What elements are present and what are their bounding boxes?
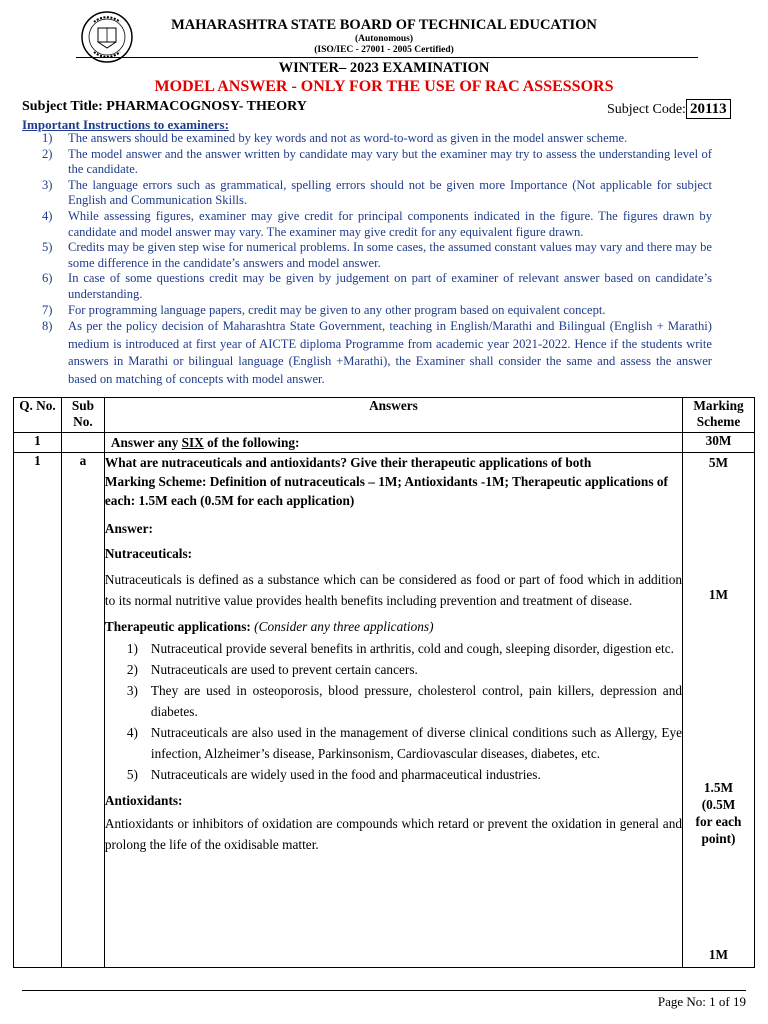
instruction-item: 4) While assessing figures, examiner may give credit for principal components indicated in the figure. The figures drawn by candidate and model answer may vary. The examiner may give credit for any equivalent figure drawn. <box>42 208 712 239</box>
list-item: 5) Nutraceuticals are widely used in the food and pharmaceutical industries. <box>126 767 541 782</box>
exam-title: WINTER– 2023 EXAMINATION <box>278 60 490 76</box>
header-divider <box>76 57 698 58</box>
section-instruction: Answer any SIX of the following: <box>104 433 682 453</box>
autonomous-label: (Autonomous) <box>354 34 414 44</box>
page-number: Page No: 1 of 19 <box>657 994 746 1009</box>
answer-cell <box>104 453 682 968</box>
antioxidants-marks: 1M <box>708 947 729 962</box>
table-header-row <box>14 398 755 433</box>
nutraceuticals-heading: Nutraceuticals: <box>104 546 193 561</box>
subject-title-value: PHARMACOGNOSY- THEORY <box>106 99 307 114</box>
nutraceuticals-definition: Nutraceuticals is defined as a substance which can be considered as food or part of food which in addition to its normal nutritive value provides health benefits including prevention and treatment of disease. <box>104 572 682 608</box>
list-item: 1) Nutraceutical provide several benefits in arthritis, cold and cough, sleeping disorder, digestion etc. <box>126 641 674 656</box>
model-answer-title: MODEL ANSWER - ONLY FOR THE USE OF RAC ASSESSORS <box>154 78 614 95</box>
board-name: MAHARASHTRA STATE BOARD OF TECHNICAL EDUCATION <box>171 17 597 33</box>
subject-code-value: 20113 <box>686 99 731 119</box>
subject-title-label: Subject Title: <box>22 99 103 114</box>
instruction-item: 8) As per the policy decision of Maharashtra State Government, teaching in English/Marathi and Bilingual (English + Marathi) medium is introduced at first year of AICTE diploma Programme from academic year 2021-2022. Hence if the students write answers in Marathi or bilingual language (English +Marathi), the Examiner shall consider the same and assess the answer based on matching of concepts with model answer. <box>42 319 712 386</box>
antioxidants-definition: Antioxidants or inhibitors of oxidation are compounds which retard or prevent the oxidation in general and prolong the life of the oxidisable matter. <box>104 816 682 852</box>
question-row <box>14 453 755 968</box>
list-item: 3) They are used in osteoporosis, blood pressure, cholesterol control, pain killers, depression and diabetes. <box>126 683 682 719</box>
question-text: What are nutraceuticals and antioxidants? Give their therapeutic applications of both <box>104 455 592 470</box>
answer-label: Answer: <box>104 521 153 536</box>
section-row <box>14 433 755 453</box>
applications-list <box>105 638 682 785</box>
footer-divider <box>22 990 746 991</box>
section-q: 1 <box>14 433 62 453</box>
subject-code <box>607 99 731 119</box>
instruction-item: 1) The answers should be examined by key words and not as word-to-word as given in the model answer scheme. <box>42 131 628 145</box>
instruction-item: 7) For programming language papers, credit may be given to any other program based on equivalent concept. <box>42 302 606 317</box>
col-header-answers: Answers <box>104 398 682 433</box>
subject-title <box>22 99 307 115</box>
instruction-item: 3) The language errors such as grammatical, spelling errors should not be given more Importance (Not applicable for subject English and Communication Skills. <box>42 177 712 208</box>
applications-marks: 1.5M (0.5M for each point) <box>695 780 742 846</box>
col-header-sub: Sub No. <box>61 398 104 433</box>
iso-label: (ISO/IEC - 27001 - 2005 Certified) <box>314 45 454 55</box>
question-marks: 5M <box>708 455 729 470</box>
section-marks: 30M <box>683 433 755 453</box>
instructions-title: Important Instructions to examiners: <box>22 117 229 132</box>
instruction-item: 2) The model answer and the answer written by candidate may vary but the examiner may try to assess the understanding level of the candidate. <box>42 146 712 177</box>
instruction-item: 5) Credits may be given step wise for numerical problems. In some cases, the assumed constant values may vary and there may be some difference in the candidate’s answers and model answer. <box>42 240 712 270</box>
instructions-list <box>22 131 712 388</box>
instruction-item: 6) In case of some questions credit may be given by judgement on part of examiner of relevant answer based on candidate’s understanding. <box>42 271 712 301</box>
col-header-q: Q. No. <box>14 398 62 433</box>
col-header-marking: Marking Scheme <box>683 398 755 433</box>
list-item: 4) Nutraceuticals are also used in the management of diverse clinical conditions such as Allergy, Eye infection, Alzheimer’s disease, Parkinsonism, Cardiovascular diseases, diabetes, etc. <box>126 725 682 761</box>
list-item: 2) Nutraceuticals are used to prevent certain cancers. <box>126 662 418 677</box>
marking-scheme-text: Marking Scheme: Definition of nutraceuticals – 1M; Antioxidants -1M; Therapeutic applications of each: 1.5M each (0.5M for each application) <box>104 474 668 508</box>
answer-table <box>13 397 755 968</box>
question-sub: a <box>61 453 104 968</box>
nutraceuticals-marks: 1M <box>708 587 729 602</box>
subject-code-label: Subject Code: <box>607 102 686 117</box>
section-sub <box>61 433 104 453</box>
therapeutic-heading: Therapeutic applications: (Consider any three applications) <box>104 619 434 634</box>
question-number: 1 <box>14 453 62 968</box>
antioxidants-heading: Antioxidants: <box>104 793 183 808</box>
marks-cell <box>683 453 755 968</box>
